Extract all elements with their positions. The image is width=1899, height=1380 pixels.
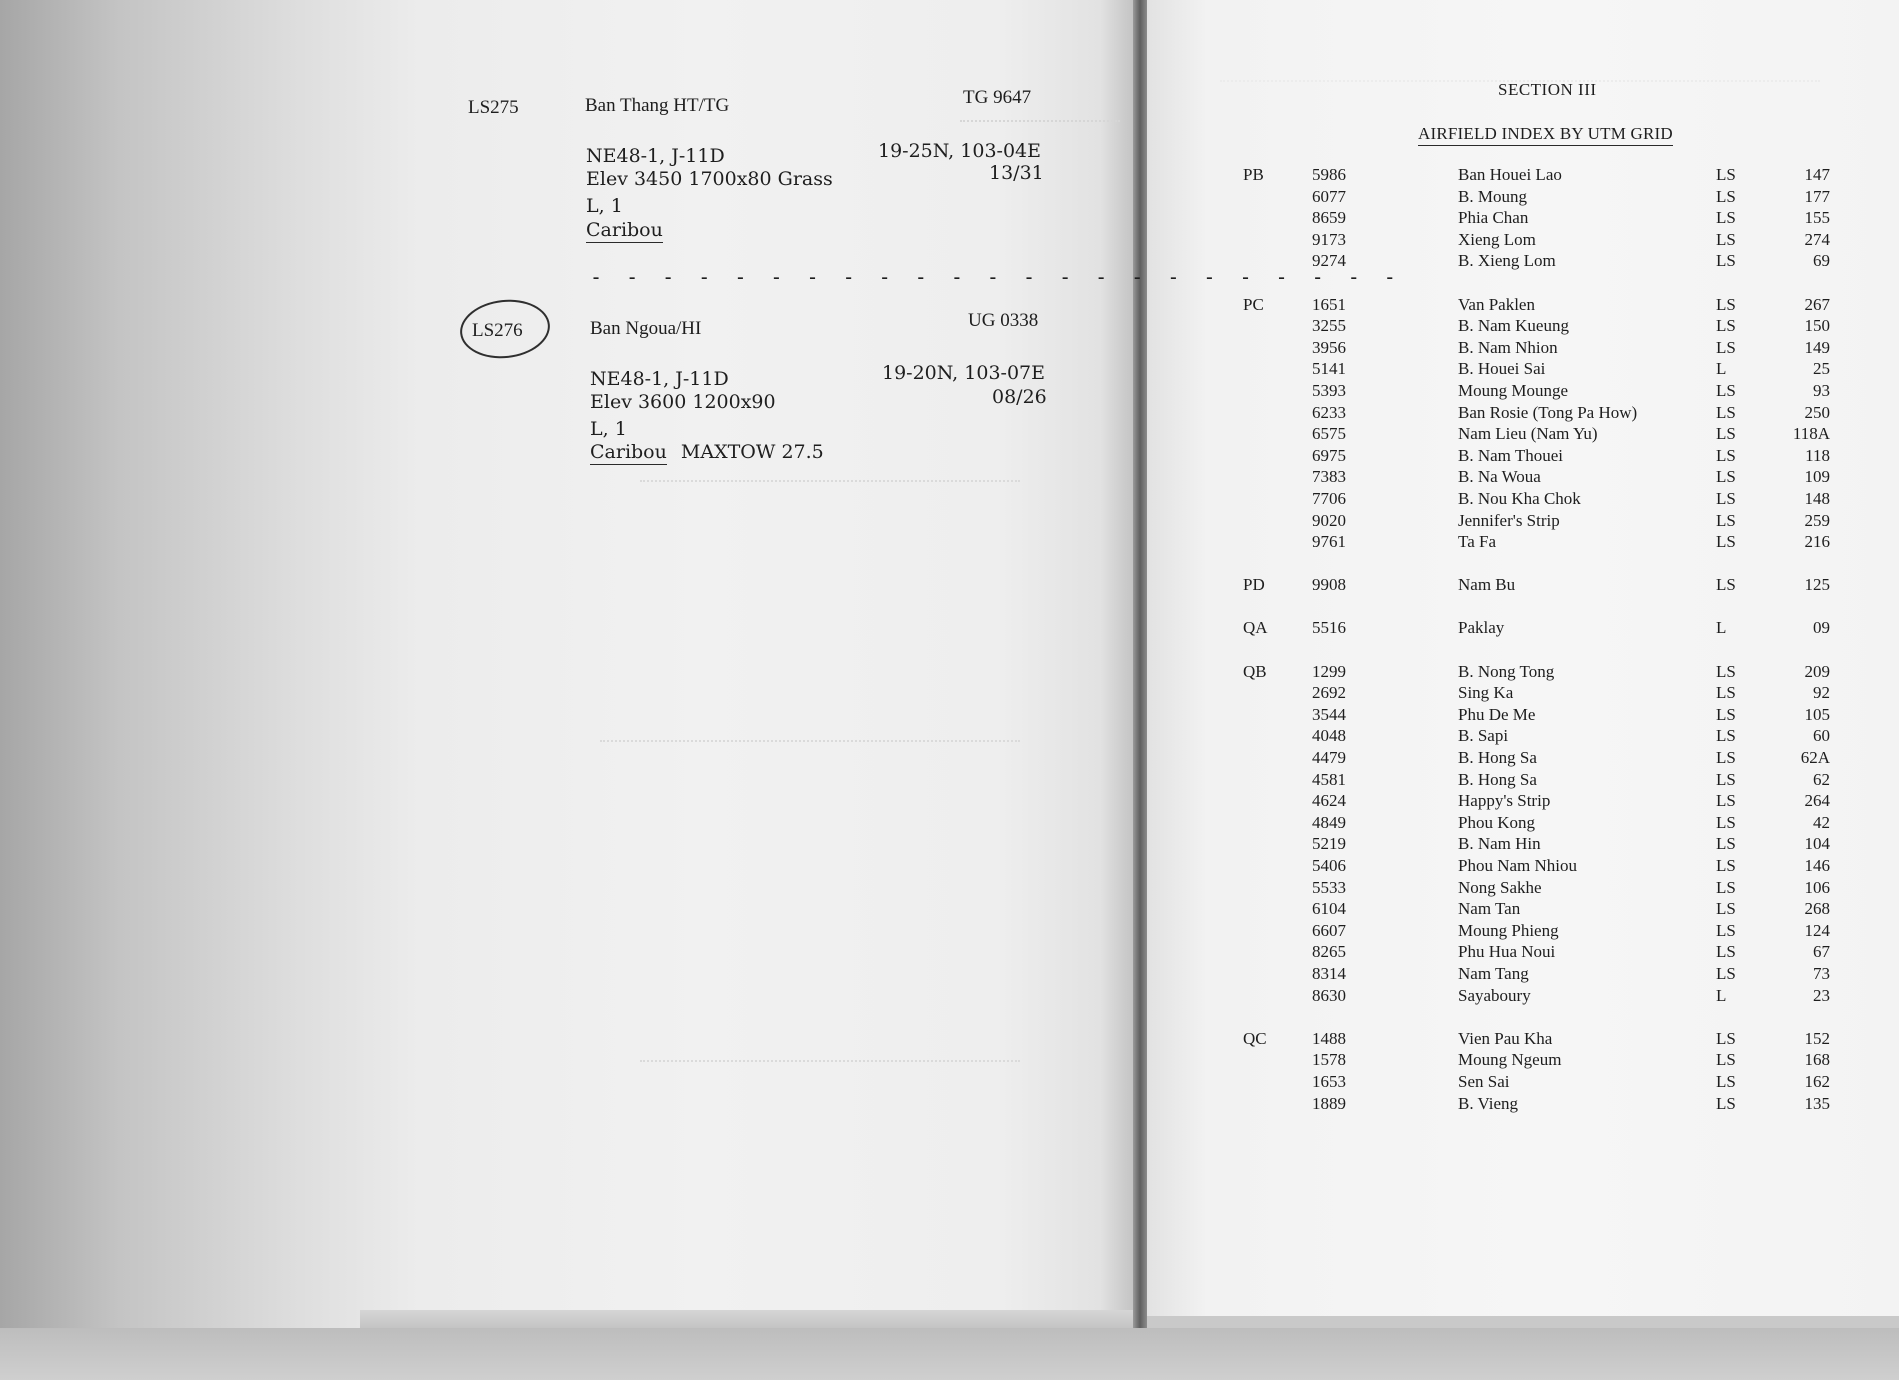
airfield-name: B. Nam Thouei <box>1458 445 1563 465</box>
airfield-type: LS <box>1716 920 1736 940</box>
grid-number: 6575 <box>1312 424 1346 444</box>
grid-number: 9761 <box>1312 532 1346 552</box>
airfield-name: B. Na Woua <box>1458 467 1541 487</box>
site-number: 259 <box>1804 510 1830 530</box>
grid-number: 6104 <box>1312 899 1346 919</box>
airfield-type: LS <box>1716 316 1736 336</box>
airfield-name: Moung Ngeum <box>1458 1050 1562 1070</box>
airfield-type: LS <box>1716 856 1736 875</box>
airfield-name: Sayaboury <box>1458 985 1531 1005</box>
grid-number: 4048 <box>1312 726 1346 746</box>
site-number: 92 <box>1813 683 1830 703</box>
airfield-type: LS <box>1716 165 1736 184</box>
grid-zone-label: QC <box>1243 1028 1267 1048</box>
grid-number: 6975 <box>1312 445 1346 465</box>
entry-elevation: Elev 3600 1200x90 <box>590 391 776 413</box>
group-spacer <box>1716 1006 1756 1028</box>
airfield-name: Nam Tan <box>1458 899 1521 919</box>
group-spacer <box>1243 1006 1293 1028</box>
airfield-name: B. Xieng Lom <box>1458 251 1556 271</box>
airfield-name: B. Hong Sa <box>1458 769 1537 789</box>
airfield-type: LS <box>1716 748 1736 768</box>
site-number: 209 <box>1804 661 1830 681</box>
group-spacer <box>1716 272 1756 294</box>
site-number: 109 <box>1804 467 1830 487</box>
airfield-name: Sen Sai <box>1458 1071 1510 1091</box>
group-spacer <box>1458 553 1688 575</box>
site-number: 69 <box>1813 251 1830 271</box>
group-spacer <box>1776 553 1830 575</box>
grid-zone-label: QB <box>1243 661 1267 681</box>
entry-name: Ban Thang HT/TG <box>585 95 730 116</box>
grid-zone-blank <box>1243 790 1293 812</box>
group-spacer <box>1243 596 1293 618</box>
grid-zone-blank <box>1243 855 1293 877</box>
site-number: 149 <box>1804 337 1830 357</box>
entry-radio: Caribou <box>590 441 667 463</box>
group-spacer <box>1302 596 1346 618</box>
grid-zone-blank <box>1243 445 1293 467</box>
group-spacer <box>1716 553 1756 575</box>
grid-number: 6607 <box>1312 920 1346 940</box>
airfield-name: Jennifer's Strip <box>1458 510 1560 530</box>
site-number: 274 <box>1804 229 1830 249</box>
airfield-type: LS <box>1716 812 1736 832</box>
airfield-name: Paklay <box>1458 618 1505 638</box>
grid-number: 4479 <box>1312 748 1346 768</box>
grid-zone-blank <box>1243 985 1293 1007</box>
group-spacer <box>1776 596 1830 618</box>
site-number: 125 <box>1804 575 1830 595</box>
group-spacer <box>1302 272 1346 294</box>
grid-number: 1653 <box>1312 1071 1346 1091</box>
grid-zone-blank <box>1243 488 1293 510</box>
entry-chart: NE48-1, J-11D <box>586 145 725 167</box>
airfield-type: LS <box>1716 251 1736 271</box>
site-number: 62 <box>1813 769 1830 789</box>
site-number: 162 <box>1804 1071 1830 1091</box>
group-spacer <box>1458 596 1688 618</box>
grid-number: 8630 <box>1312 985 1346 1005</box>
airfield-type: LS <box>1716 488 1736 508</box>
grid-zone-blank <box>1243 186 1293 208</box>
site-number: 67 <box>1813 942 1830 962</box>
grid-number: 9274 <box>1312 251 1346 271</box>
airfield-name: Ban Houei Lao <box>1458 165 1562 184</box>
airfield-type: LS <box>1716 532 1736 552</box>
grid-zone-blank <box>1243 358 1293 380</box>
grid-number: 5393 <box>1312 380 1346 400</box>
grid-number: 9020 <box>1312 510 1346 530</box>
airfield-type: LS <box>1716 337 1736 357</box>
airfield-type: LS <box>1716 575 1736 595</box>
group-spacer <box>1716 639 1756 661</box>
grid-zone-blank <box>1243 1093 1293 1115</box>
airfield-name: Sing Ka <box>1458 683 1514 703</box>
site-number: 177 <box>1804 186 1830 206</box>
site-number-column <box>1776 164 1830 1114</box>
entry-id: LS275 <box>468 97 519 118</box>
airfield-name: B. Moung <box>1458 186 1527 206</box>
grid-zone-blank <box>1243 877 1293 899</box>
airfield-type: LS <box>1716 704 1736 724</box>
grid-zone-blank <box>1243 941 1293 963</box>
grid-zone-blank <box>1243 402 1293 424</box>
site-number: 264 <box>1804 791 1830 811</box>
airfield-type: LS <box>1716 424 1736 444</box>
airfield-name: Nam Tang <box>1458 963 1529 983</box>
airfield-type: LS <box>1716 510 1736 530</box>
airfield-type: LS <box>1716 1071 1736 1091</box>
entry-grid: UG 0338 <box>968 310 1039 331</box>
grid-number: 9908 <box>1312 575 1346 595</box>
site-number: 73 <box>1813 963 1830 983</box>
grid-number: 8265 <box>1312 942 1346 962</box>
grid-zone-blank <box>1243 1049 1293 1071</box>
airfield-type: LS <box>1716 726 1736 746</box>
airfield-type: LS <box>1716 229 1736 249</box>
airfield-name-column <box>1458 164 1688 1114</box>
grid-number: 5219 <box>1312 834 1346 854</box>
entry-name: Ban Ngoua/HI <box>590 318 702 339</box>
airfield-name: Van Paklen <box>1458 294 1535 314</box>
entry-runway: 08/26 <box>992 386 1047 408</box>
grid-number: 5986 <box>1312 165 1346 184</box>
site-number: 25 <box>1813 359 1830 379</box>
grid-zone-blank <box>1243 963 1293 985</box>
site-number: 93 <box>1813 380 1830 400</box>
bleed-through-mark <box>640 480 1020 492</box>
airfield-name: Phu Hua Noui <box>1458 942 1556 962</box>
entry-grid: TG 9647 <box>963 87 1032 108</box>
airfield-type: L <box>1716 985 1727 1005</box>
grid-zone-label: PD <box>1243 575 1265 595</box>
airfield-name: Xieng Lom <box>1458 229 1536 249</box>
airfield-name: Nong Sakhe <box>1458 877 1542 897</box>
site-number: 118 <box>1805 445 1830 465</box>
scan-bottom-strip <box>0 1328 1899 1380</box>
site-number: 267 <box>1804 294 1830 314</box>
grid-zone-blank <box>1243 423 1293 445</box>
airfield-name: B. Vieng <box>1458 1093 1519 1113</box>
airfield-name: Phou Kong <box>1458 812 1535 832</box>
grid-zone-blank <box>1243 747 1293 769</box>
grid-zone-label: QA <box>1243 618 1268 638</box>
grid-zone-blank <box>1243 380 1293 402</box>
site-number: 23 <box>1813 985 1830 1005</box>
grid-number: 3544 <box>1312 704 1346 724</box>
airfield-name: Ban Rosie (Tong Pa How) <box>1458 402 1638 422</box>
grid-zone-blank <box>1243 920 1293 942</box>
grid-zone-blank <box>1243 531 1293 553</box>
grid-zone-blank <box>1243 812 1293 834</box>
section-heading: SECTION III <box>1498 80 1597 99</box>
group-spacer <box>1243 639 1293 661</box>
entry-separator: - - - - - - - - - - - - - - - - - - - - - - - <box>590 265 1402 289</box>
bleed-through-mark <box>640 1060 1020 1072</box>
group-spacer <box>1302 1006 1346 1028</box>
airfield-type: LS <box>1716 834 1736 854</box>
airfield-type: LS <box>1716 402 1736 422</box>
grid-zone-column <box>1243 164 1293 1114</box>
site-number: 60 <box>1813 726 1830 746</box>
airfield-type: L <box>1716 359 1727 379</box>
airfield-type: LS <box>1716 942 1736 962</box>
entry-chart: NE48-1, J-11D <box>590 368 729 390</box>
entry-radio: Caribou <box>586 219 663 241</box>
grid-number: 4849 <box>1312 812 1346 832</box>
grid-number: 1299 <box>1312 661 1346 681</box>
grid-number: 1889 <box>1312 1093 1346 1113</box>
grid-number: 3255 <box>1312 316 1346 336</box>
entry-runway: 13/31 <box>989 162 1044 184</box>
group-spacer <box>1716 596 1756 618</box>
group-spacer <box>1243 553 1293 575</box>
site-number: 146 <box>1804 856 1830 875</box>
entry-radio-extra: MAXTOW 27.5 <box>680 441 824 463</box>
site-number: 152 <box>1804 1028 1830 1048</box>
airfield-name: Happy's Strip <box>1458 791 1551 811</box>
airfield-type: LS <box>1716 791 1736 811</box>
grid-zone-blank <box>1243 769 1293 791</box>
bleed-through-mark <box>600 740 1020 752</box>
airfield-type: LS <box>1716 380 1736 400</box>
site-number: 62A <box>1800 748 1830 768</box>
airfield-type: LS <box>1716 294 1736 314</box>
grid-number: 5141 <box>1312 359 1346 379</box>
grid-zone-blank <box>1243 833 1293 855</box>
airfield-type: LS <box>1716 1050 1736 1070</box>
airfield-type: LS <box>1716 1093 1736 1113</box>
grid-number-column <box>1302 164 1346 1114</box>
group-spacer <box>1302 553 1346 575</box>
grid-number: 1488 <box>1312 1028 1346 1048</box>
index-title: AIRFIELD INDEX BY UTM GRID <box>1418 124 1673 146</box>
airfield-type: L <box>1716 618 1727 638</box>
grid-zone-label: PC <box>1243 294 1264 314</box>
site-number: 105 <box>1804 704 1830 724</box>
airfield-name: B. Nam Kueung <box>1458 316 1569 336</box>
grid-number: 1651 <box>1312 294 1346 314</box>
grid-zone-blank <box>1243 1071 1293 1093</box>
airfield-type: LS <box>1716 683 1736 703</box>
airfield-name: B. Sapi <box>1458 726 1509 746</box>
airfield-name: B. Houei Sai <box>1458 359 1546 379</box>
grid-number: 6077 <box>1312 186 1346 206</box>
airfield-name: B. Nou Kha Chok <box>1458 488 1581 508</box>
grid-number: 6233 <box>1312 402 1346 422</box>
grid-number: 5516 <box>1312 618 1346 638</box>
airfield-type: LS <box>1716 208 1736 228</box>
grid-number: 7706 <box>1312 488 1346 508</box>
entry-elevation: Elev 3450 1700x80 Grass <box>586 168 833 190</box>
site-number: 148 <box>1804 488 1830 508</box>
airfield-type: LS <box>1716 445 1736 465</box>
grid-zone-blank <box>1243 250 1293 272</box>
site-number: 42 <box>1813 812 1830 832</box>
grid-number: 1578 <box>1312 1050 1346 1070</box>
grid-zone-blank <box>1243 682 1293 704</box>
entry-id: LS276 <box>472 320 523 341</box>
grid-number: 2692 <box>1312 683 1346 703</box>
airfield-name: Moung Phieng <box>1458 920 1559 940</box>
group-spacer <box>1302 639 1346 661</box>
group-spacer <box>1458 272 1688 294</box>
site-number: 216 <box>1804 532 1830 552</box>
entry-radio-row <box>590 441 824 463</box>
entry-coords: 19-25N, 103-04E <box>878 140 1041 162</box>
grid-number: 9173 <box>1312 229 1346 249</box>
group-spacer <box>1243 272 1293 294</box>
grid-number: 7383 <box>1312 467 1346 487</box>
book-gutter <box>1133 0 1147 1328</box>
grid-zone-blank <box>1243 337 1293 359</box>
site-number: 168 <box>1804 1050 1830 1070</box>
group-spacer <box>1458 639 1688 661</box>
group-spacer <box>1458 1006 1688 1028</box>
site-number: 135 <box>1804 1093 1830 1113</box>
grid-zone-blank <box>1243 229 1293 251</box>
grid-zone-blank <box>1243 704 1293 726</box>
grid-zone-blank <box>1243 725 1293 747</box>
grid-number: 8659 <box>1312 208 1346 228</box>
airfield-type: LS <box>1716 963 1736 983</box>
grid-number: 3956 <box>1312 337 1346 357</box>
airfield-name: Phu De Me <box>1458 704 1536 724</box>
airfield-type: LS <box>1716 769 1736 789</box>
site-number: 150 <box>1804 316 1830 336</box>
airfield-name: Phia Chan <box>1458 208 1529 228</box>
airfield-name: Nam Bu <box>1458 575 1516 595</box>
group-spacer <box>1776 639 1830 661</box>
grid-number: 4624 <box>1312 791 1346 811</box>
airfield-type: LS <box>1716 467 1736 487</box>
airfield-name: Nam Lieu (Nam Yu) <box>1458 424 1598 444</box>
grid-number: 5533 <box>1312 877 1346 897</box>
airfield-name: Phou Nam Nhiou <box>1458 856 1577 875</box>
entry-line3: L, 1 <box>590 418 627 440</box>
airfield-type: LS <box>1716 661 1736 681</box>
grid-zone-label: PB <box>1243 165 1264 184</box>
grid-zone-blank <box>1243 898 1293 920</box>
airfield-name: Ta Fa <box>1458 532 1496 552</box>
grid-number: 4581 <box>1312 769 1346 789</box>
airfield-name: Vien Pau Kha <box>1458 1028 1553 1048</box>
grid-zone-blank <box>1243 466 1293 488</box>
site-number: 124 <box>1804 920 1830 940</box>
site-number: 147 <box>1804 165 1830 184</box>
airfield-name: Moung Mounge <box>1458 380 1569 400</box>
site-number: 106 <box>1804 877 1830 897</box>
site-number: 155 <box>1804 208 1830 228</box>
grid-zone-blank <box>1243 207 1293 229</box>
airfield-name: B. Hong Sa <box>1458 748 1537 768</box>
airfield-type: LS <box>1716 186 1736 206</box>
grid-zone-blank <box>1243 510 1293 532</box>
entry-coords: 19-20N, 103-07E <box>882 362 1045 384</box>
grid-number: 5406 <box>1312 856 1346 875</box>
airfield-name: B. Nam Hin <box>1458 834 1541 854</box>
airfield-type-column <box>1716 164 1756 1114</box>
bleed-through-mark <box>960 120 1120 132</box>
airfield-type: LS <box>1716 877 1736 897</box>
airfield-type: LS <box>1716 899 1736 919</box>
site-number: 268 <box>1804 899 1830 919</box>
grid-number: 8314 <box>1312 963 1346 983</box>
group-spacer <box>1776 1006 1830 1028</box>
site-number: 09 <box>1813 618 1830 638</box>
entry-line3: L, 1 <box>586 195 623 217</box>
site-number: 104 <box>1804 834 1830 854</box>
site-number: 118A <box>1792 424 1830 444</box>
grid-zone-blank <box>1243 315 1293 337</box>
site-number: 250 <box>1804 402 1830 422</box>
airfield-name: B. Nong Tong <box>1458 661 1555 681</box>
group-spacer <box>1776 272 1830 294</box>
airfield-name: B. Nam Nhion <box>1458 337 1558 357</box>
airfield-type: LS <box>1716 1028 1736 1048</box>
